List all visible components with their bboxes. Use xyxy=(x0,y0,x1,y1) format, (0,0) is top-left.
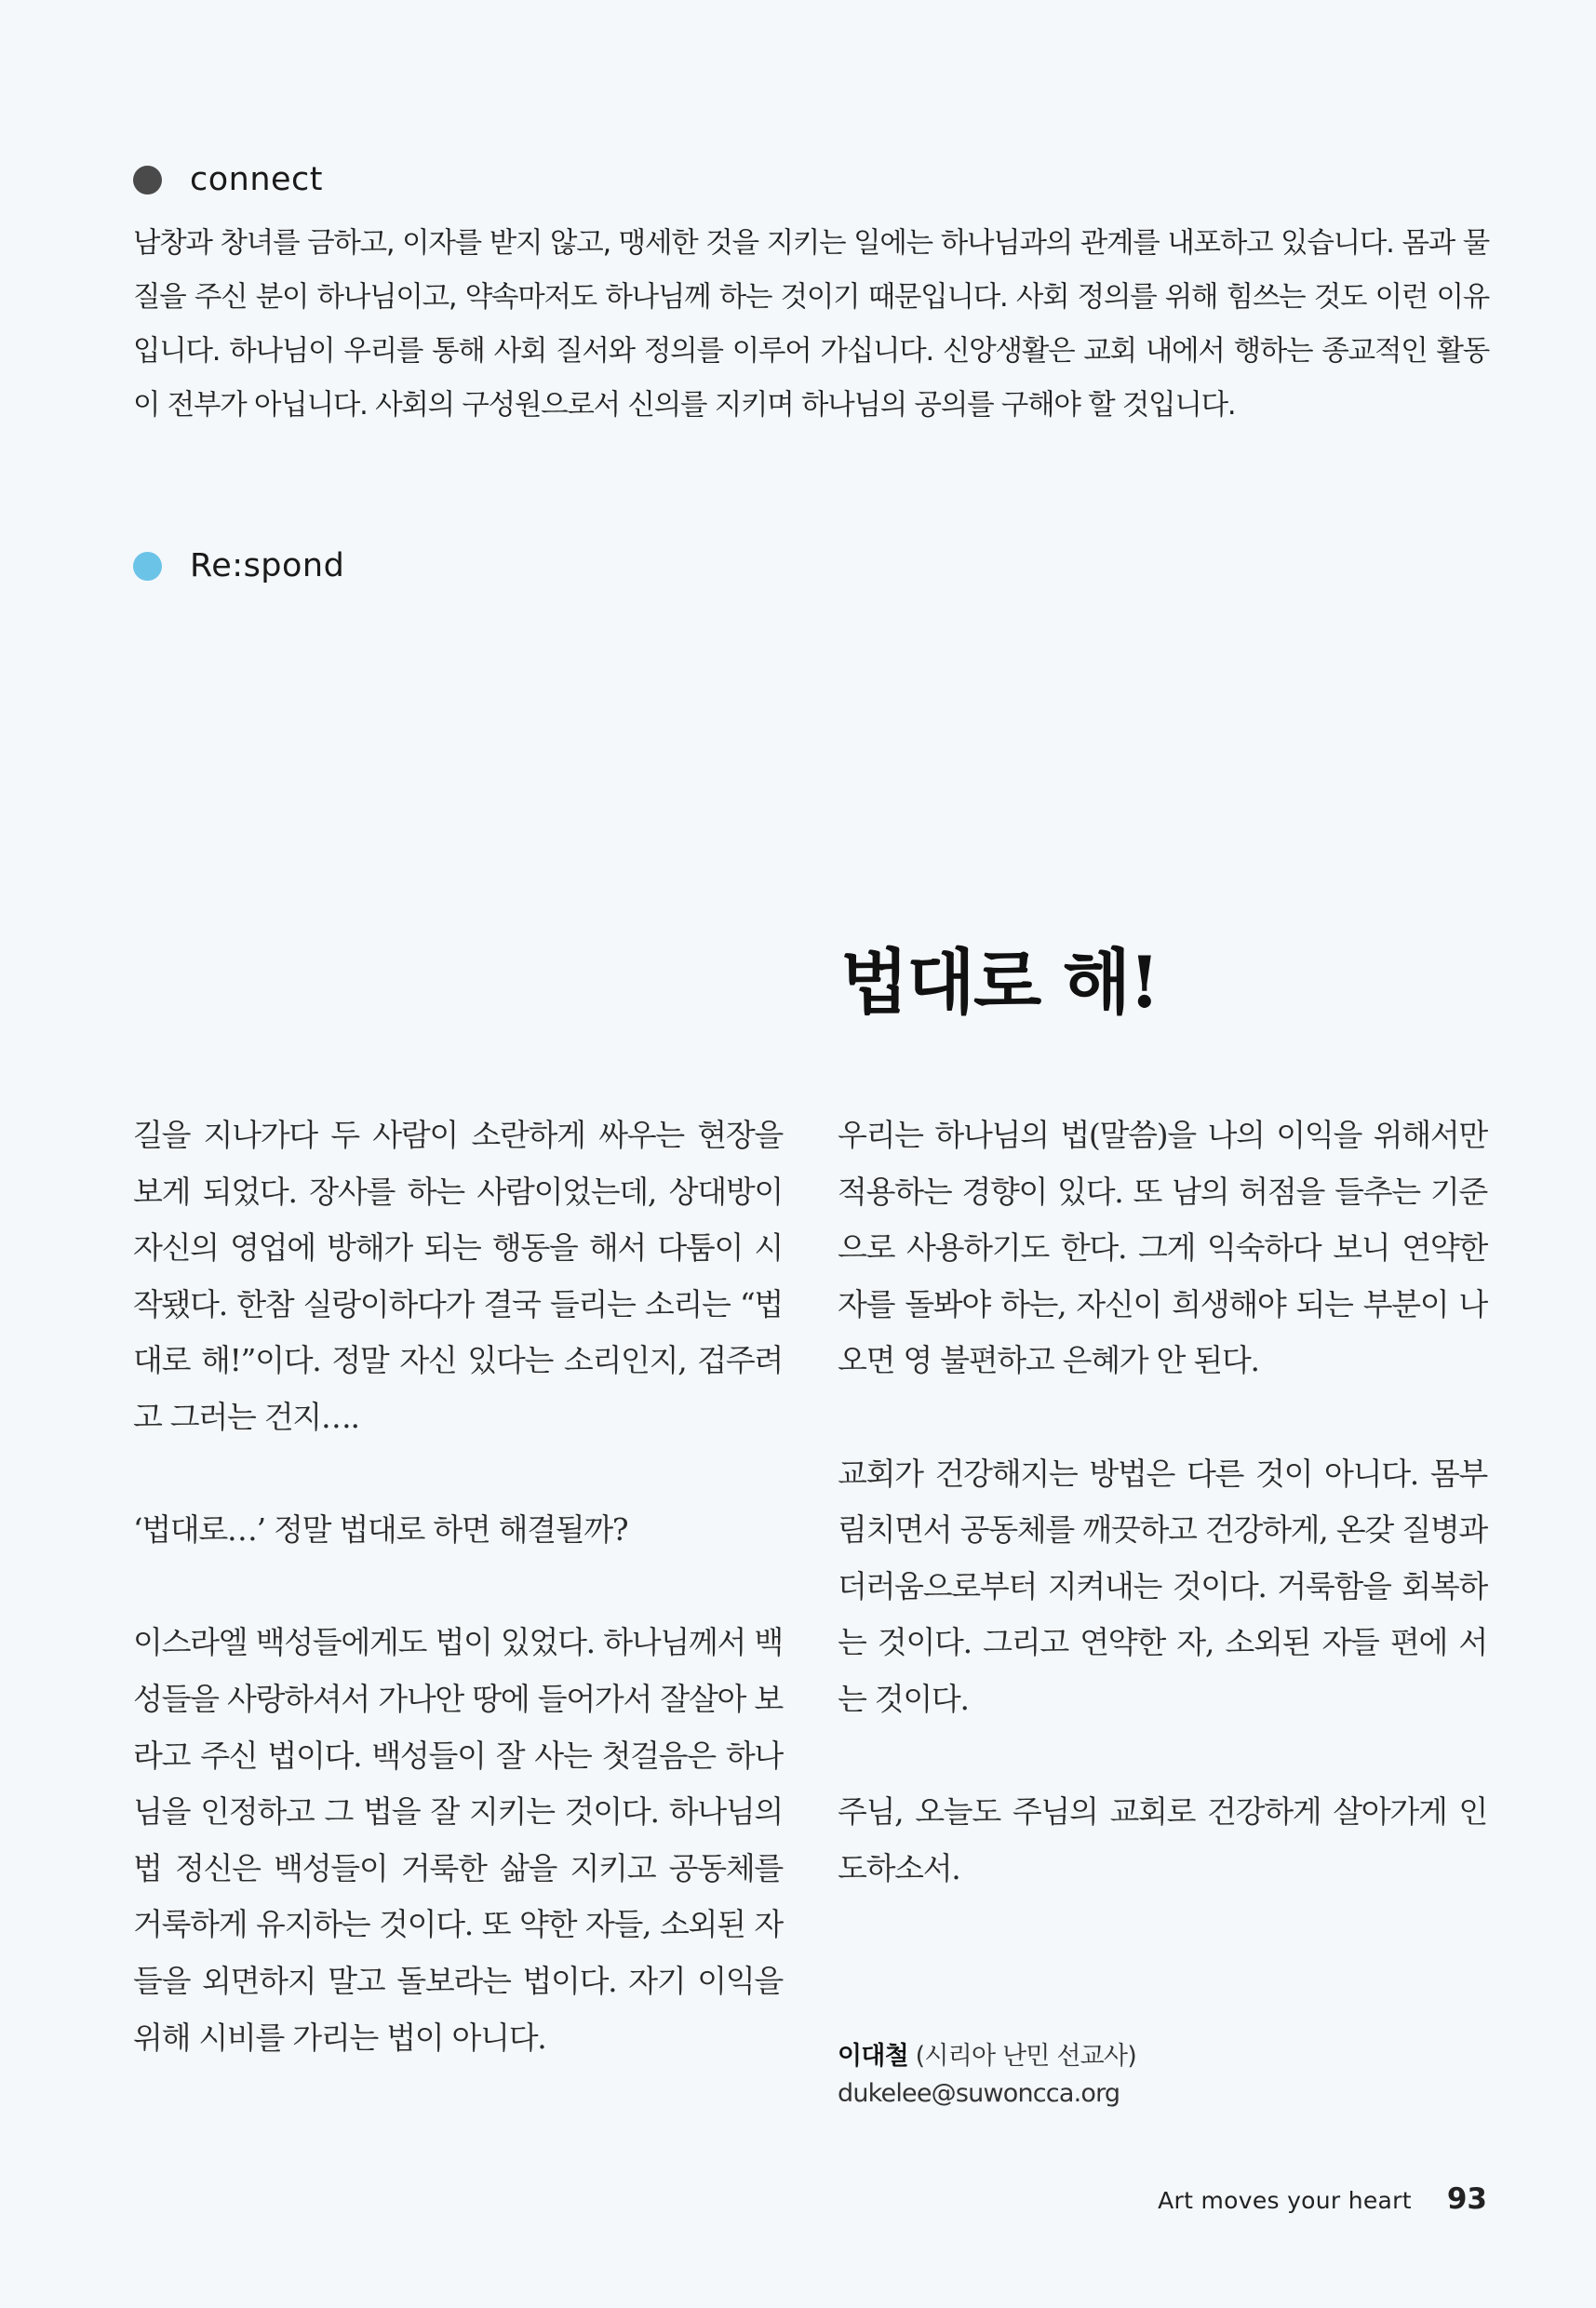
page-number: 93 xyxy=(1446,2182,1487,2216)
article-right-column xyxy=(838,1107,1487,1897)
connect-label: connect xyxy=(190,161,324,198)
author-name: 이대철 xyxy=(838,2042,908,2071)
article-paragraph: 우리는 하나님의 법(말씀)을 나의 이익을 위해서만 적용하는 경향이 있다. 또 남의 허점을 들추는 기준으로 사용하기도 한다. 그게 익숙하다 보니 연약한 자를 돌봐야 하는, 자신이 희생해야 되는 부분이 나오면 영 불편하고 은혜가 안 된다. xyxy=(838,1117,1487,1379)
article-paragraph: 길을 지나가다 두 사람이 소란하게 싸우는 현장을 보게 되었다. 장사를 하는 사람이었는데, 상대방이 자신의 영업에 방해가 되는 행동을 해서 다툼이 시작됐다. 한참 실랑이하다가 결국 들리는 소리는 “법대로 해!”이다. 정말 자신 있다는 소리인지, 겁주려고 그러는 건지…. xyxy=(133,1117,783,1435)
article-paragraph: 주님, 오늘도 주님의 교회로 건강하게 살아가게 인도하소서. xyxy=(838,1793,1487,1886)
author-info xyxy=(838,2038,1136,2113)
connect-body-text: 남창과 창녀를 금하고, 이자를 받지 않고, 맹세한 것을 지키는 일에는 하나님과의 관계를 내포하고 있습니다. 몸과 물질을 주신 분이 하나님이고, 약속마저도 하나님께 하는 것이기 때문입니다. 사회 정의를 위해 힘쓰는 것도 이런 이유입니다. 하나님이 우리를 통해 사회 질서와 정의를 이루어 가십니다. 신앙생활은 교회 내에서 행하는 종교적인 활동이 전부가 아닙니다. 사회의 구성원으로서 신의를 지키며 하나님의 공의를 구해야 할 것입니다. xyxy=(133,227,1489,422)
respond-section-header xyxy=(133,547,344,584)
footer-tagline: Art moves your heart xyxy=(1158,2187,1412,2214)
article-left-column xyxy=(133,1107,783,2066)
article-paragraph: 교회가 건강해지는 방법은 다른 것이 아니다. 몸부림치면서 공동체를 깨끗하고 건강하게, 온갖 질병과 더러움으로부터 지켜내는 것이다. 거룩함을 회복하는 것이다. 그리고 연약한 자, 소외된 자들 편에 서는 것이다. xyxy=(838,1455,1487,1717)
author-email: dukelee@suwoncca.org xyxy=(838,2079,1120,2108)
respond-label: Re:spond xyxy=(190,547,345,584)
connect-section-header xyxy=(133,161,323,198)
author-role: (시리아 난민 선교사) xyxy=(915,2042,1136,2071)
author-line xyxy=(838,2038,1136,2075)
article-paragraph: ‘법대로…’ 정말 법대로 하면 해결될까? xyxy=(133,1511,628,1549)
article-title: 법대로 해! xyxy=(840,941,1159,1024)
article-paragraph: 이스라엘 백성들에게도 법이 있었다. 하나님께서 백성들을 사랑하셔서 가나안 땅에 들어가서 잘살아 보라고 주신 법이다. 백성들이 잘 사는 첫걸음은 하나님을 인정하고 그 법을 잘 지키는 것이다. 하나님의 법 정신은 백성들이 거룩한 삶을 지키고 공동체를 거룩하게 유지하는 것이다. 또 약한 자들, 소외된 자들을 외면하지 말고 돌보라는 법이다. 자기 이익을 위해 시비를 가리는 법이 아니다. xyxy=(133,1624,783,2056)
page-footer xyxy=(1158,2182,1487,2216)
respond-bullet-icon xyxy=(133,552,162,581)
connect-bullet-icon xyxy=(133,166,162,195)
